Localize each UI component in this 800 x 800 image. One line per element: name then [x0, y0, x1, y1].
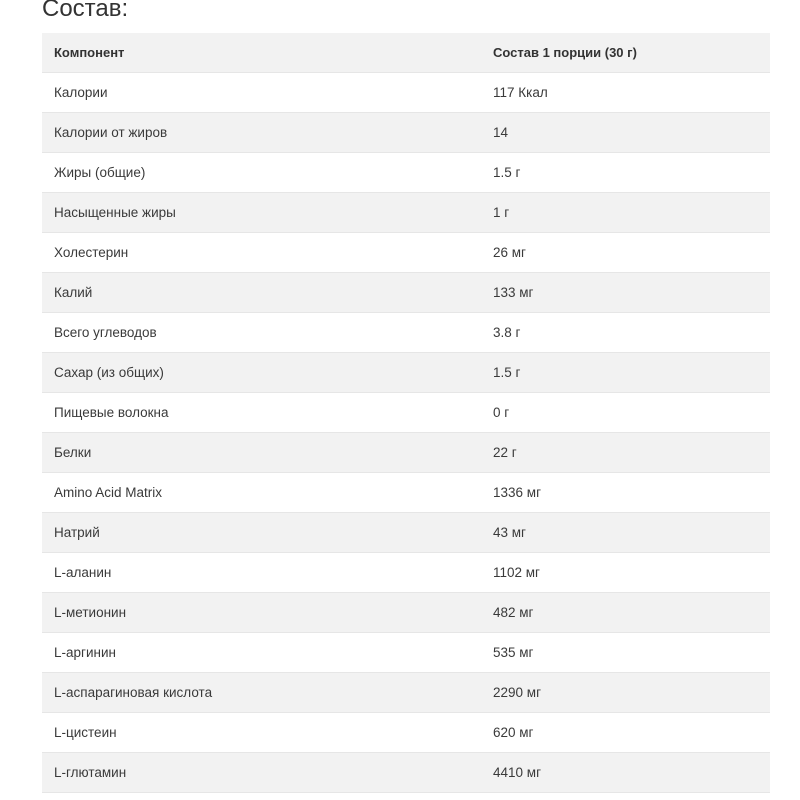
component-name: Белки — [42, 433, 481, 473]
table-row — [42, 553, 770, 593]
table-row — [42, 673, 770, 713]
component-amount: 14 — [481, 113, 770, 153]
table-row — [42, 313, 770, 353]
component-name: L-метионин — [42, 593, 481, 633]
table-row — [42, 513, 770, 553]
table-row — [42, 273, 770, 313]
component-name: Калории — [42, 73, 481, 113]
table-row — [42, 113, 770, 153]
table-row — [42, 473, 770, 513]
table-row — [42, 753, 770, 793]
table-header-row — [42, 33, 770, 73]
component-name: L-аргинин — [42, 633, 481, 673]
component-name: Пищевые волокна — [42, 393, 481, 433]
table-row — [42, 233, 770, 273]
component-name: Сахар (из общих) — [42, 353, 481, 393]
component-amount: 22 г — [481, 433, 770, 473]
component-amount: 43 мг — [481, 513, 770, 553]
component-amount: 0 г — [481, 393, 770, 433]
component-name: L-аланин — [42, 553, 481, 593]
composition-table — [42, 33, 770, 793]
component-name: Холестерин — [42, 233, 481, 273]
table-row — [42, 713, 770, 753]
component-amount: 535 мг — [481, 633, 770, 673]
component-amount: 1.5 г — [481, 353, 770, 393]
component-amount: 2290 мг — [481, 673, 770, 713]
page-title: Состав: — [42, 0, 129, 22]
component-name: L-глютамин — [42, 753, 481, 793]
table-row — [42, 433, 770, 473]
component-amount: 482 мг — [481, 593, 770, 633]
table-row — [42, 153, 770, 193]
component-name: Калий — [42, 273, 481, 313]
component-name: Натрий — [42, 513, 481, 553]
component-amount: 26 мг — [481, 233, 770, 273]
component-amount: 1336 мг — [481, 473, 770, 513]
table-row — [42, 73, 770, 113]
component-amount: 1 г — [481, 193, 770, 233]
component-name: L-цистеин — [42, 713, 481, 753]
component-amount: 1.5 г — [481, 153, 770, 193]
component-name: L-аспарагиновая кислота — [42, 673, 481, 713]
component-name: Amino Acid Matrix — [42, 473, 481, 513]
table-row — [42, 353, 770, 393]
component-amount: 117 Ккал — [481, 73, 770, 113]
component-name: Насыщенные жиры — [42, 193, 481, 233]
header-serving: Состав 1 порции (30 г) — [481, 33, 770, 73]
component-amount: 133 мг — [481, 273, 770, 313]
table-row — [42, 393, 770, 433]
component-amount: 3.8 г — [481, 313, 770, 353]
component-name: Всего углеводов — [42, 313, 481, 353]
component-amount: 4410 мг — [481, 753, 770, 793]
component-name: Жиры (общие) — [42, 153, 481, 193]
table-row — [42, 633, 770, 673]
table-row — [42, 593, 770, 633]
component-amount: 1102 мг — [481, 553, 770, 593]
table-row — [42, 193, 770, 233]
component-amount: 620 мг — [481, 713, 770, 753]
component-name: Калории от жиров — [42, 113, 481, 153]
header-component: Компонент — [42, 33, 481, 73]
